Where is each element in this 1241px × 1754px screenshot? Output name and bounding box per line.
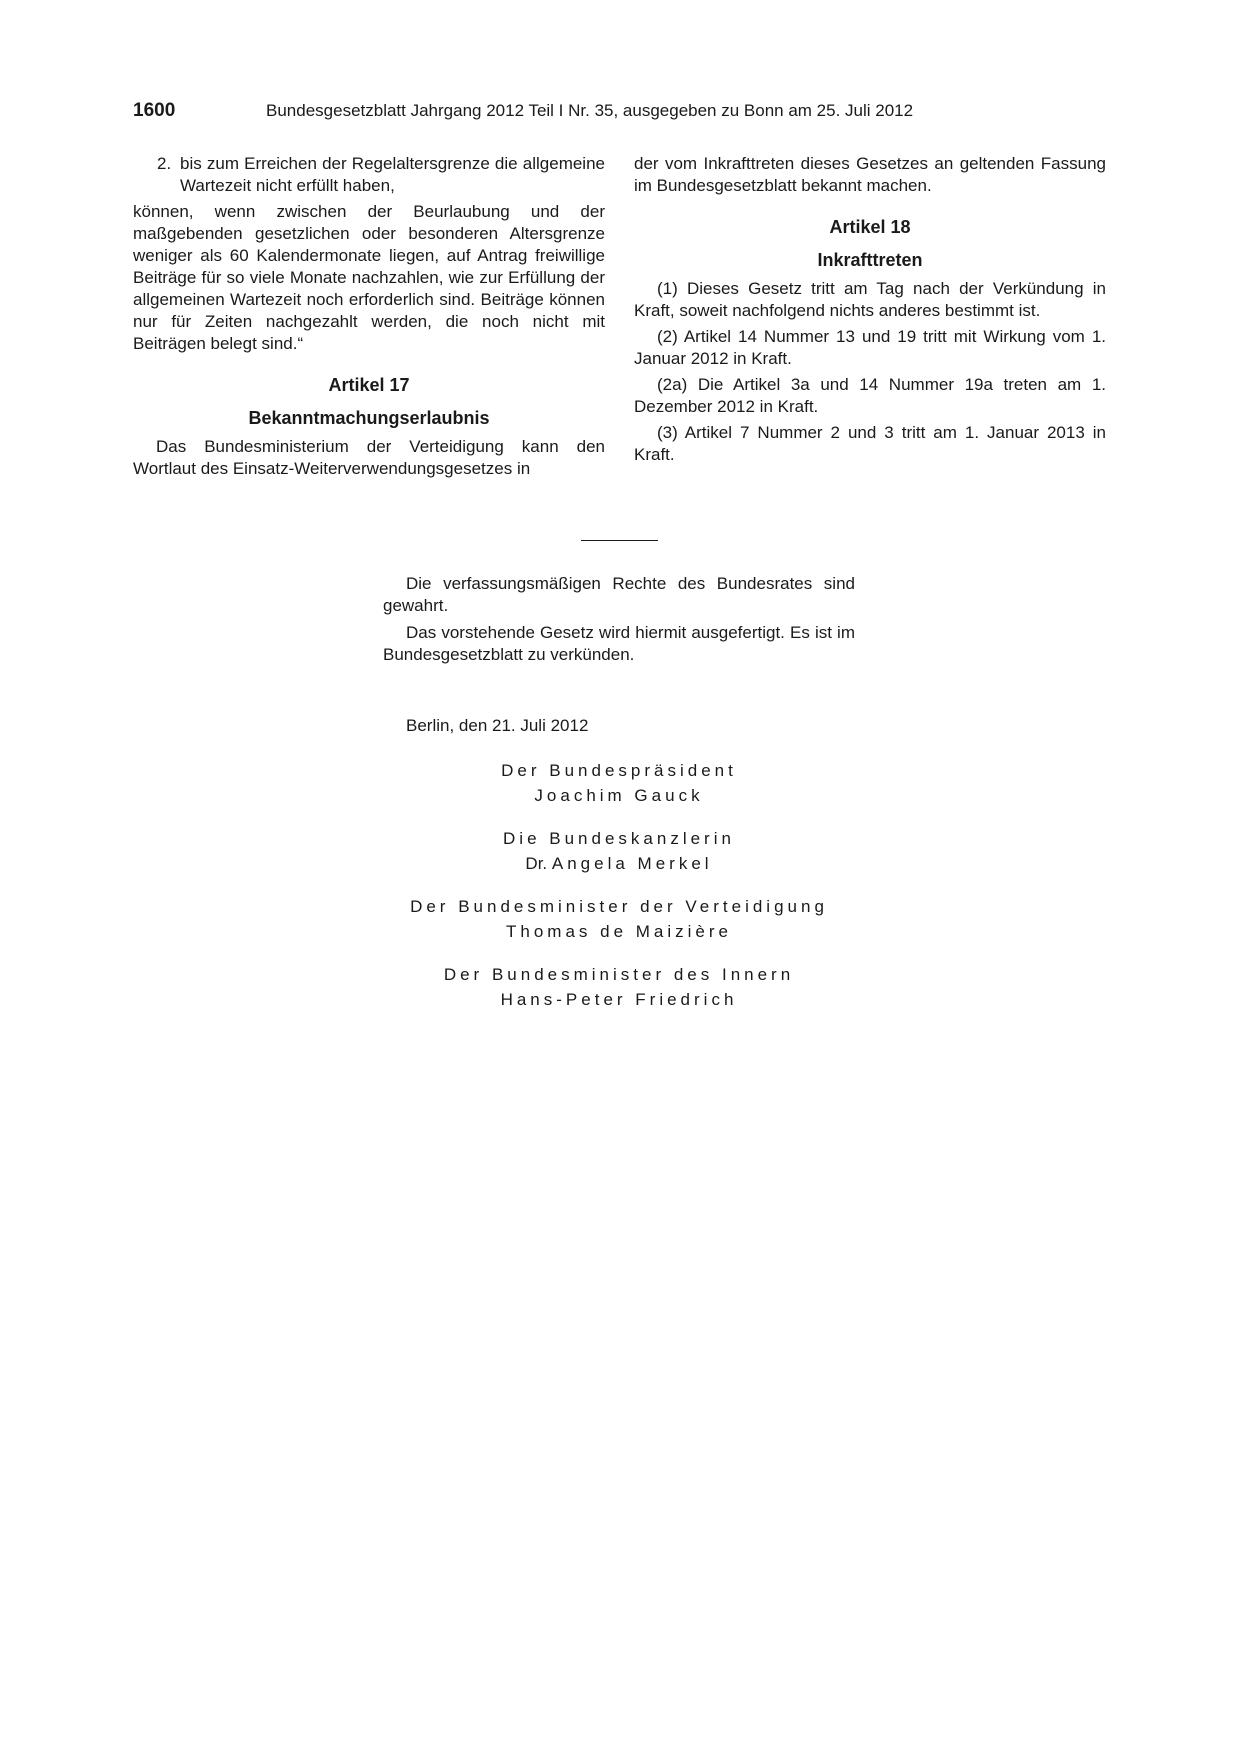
signature-chancellor	[383, 826, 855, 876]
section-divider	[581, 540, 658, 541]
signature-president	[383, 758, 855, 808]
page-number: 1600	[133, 100, 176, 121]
signature-name: Angela Merkel	[551, 854, 713, 873]
signature-name: Thomas de Maizière	[505, 922, 732, 941]
article-17-text-continued: der vom Inkrafttreten dieses Gesetzes an geltenden Fassung im Bundesgesetzblatt bekannt machen.	[634, 154, 1106, 195]
signature-office: Die Bundeskanzlerin	[503, 829, 735, 848]
article-18-paragraph-2a: (2a) Die Artikel 3a und 14 Nummer 19a treten am 1. Dezember 2012 in Kraft.	[634, 375, 1106, 416]
article-17-number: Artikel 17	[328, 375, 410, 395]
signature-defence-minister	[383, 894, 855, 944]
page-header	[133, 100, 983, 128]
execution-statement: Das vorstehende Gesetz wird hiermit ausgefertigt. Es ist im Bundesgesetzblatt zu verkünden.	[383, 623, 855, 664]
article-18-paragraph-1: (1) Dieses Gesetz tritt am Tag nach der Verkündung in Kraft, soweit nachfolgend nichts anderes bestimmt ist.	[634, 279, 1106, 320]
article-17-text: Das Bundesministerium der Verteidigung kann den Wortlaut des Einsatz-Weiterverwendungsgesetzes in	[133, 437, 605, 478]
signature-office: Der Bundespräsident	[501, 761, 737, 780]
continuation-paragraph: können, wenn zwischen der Beurlaubung und der maßgebenden gesetzlichen oder besonderen Altersgrenze weniger als 60 Kalendermonate liegen, auf Antrag freiwillige Beiträge für so viele Monate nachzahlen, wie zur Erfüllung der allgemeinen Wartezeit noch erforderlich sind. Beiträge können nur für Zeiten nachgezahlt werden, die noch nicht mit Beiträgen belegt sind.“	[133, 202, 605, 353]
signature-name: Hans-Peter Friedrich	[500, 990, 738, 1009]
article-18-paragraph-2: (2) Artikel 14 Nummer 13 und 19 tritt mit Wirkung vom 1. Januar 2012 in Kraft.	[634, 327, 1106, 368]
signature-office: Der Bundesminister der Verteidigung	[410, 897, 828, 916]
list-item-number: 2.	[157, 154, 172, 173]
article-17-title: Bekanntmachungserlaubnis	[248, 408, 490, 428]
list-item	[157, 153, 605, 197]
signature-block	[383, 758, 855, 1030]
signature-name-line	[383, 851, 855, 876]
article-18-number: Artikel 18	[829, 217, 911, 237]
left-column	[133, 153, 605, 484]
signature-interior-minister	[383, 962, 855, 1012]
running-head: Bundesgesetzblatt Jahrgang 2012 Teil I Nr. 35, ausgegeben zu Bonn am 25. Juli 2012	[266, 101, 914, 120]
article-18-title: Inkrafttreten	[817, 250, 923, 270]
right-column	[634, 153, 1106, 470]
signature-office: Der Bundesminister des Innern	[443, 965, 795, 984]
list-item-text: bis zum Erreichen der Regelaltersgrenze die allgemeine Wartezeit nicht erfüllt haben,	[180, 154, 605, 195]
closing-formula	[383, 573, 855, 671]
article-18-paragraph-3: (3) Artikel 7 Nummer 2 und 3 tritt am 1. Januar 2013 in Kraft.	[634, 423, 1106, 464]
rights-statement: Die verfassungsmäßigen Rechte des Bundesrates sind gewahrt.	[383, 574, 855, 615]
place-date: Berlin, den 21. Juli 2012	[406, 716, 589, 735]
signature-name-prefix: Dr.	[525, 854, 548, 873]
signature-name: Joachim Gauck	[534, 786, 704, 805]
